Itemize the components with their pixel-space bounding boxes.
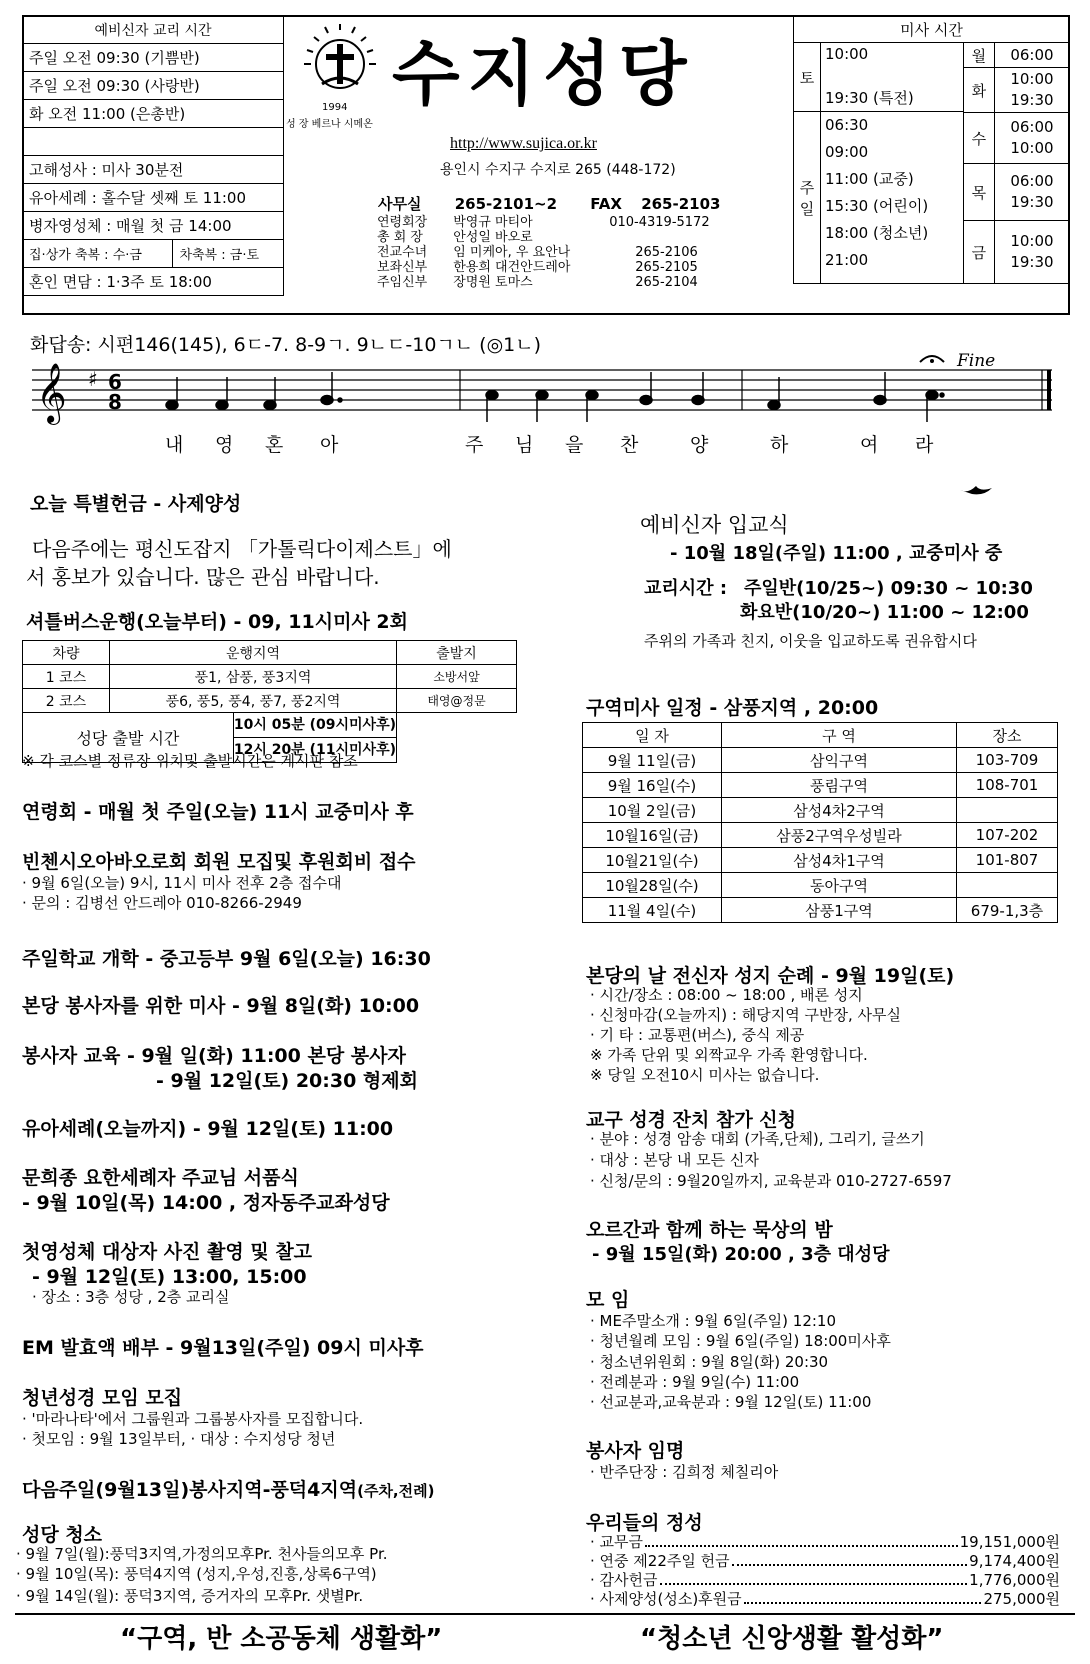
notice-line: 다음주에는 평신도잡지 「가톨릭다이제스트」에 [32, 537, 452, 561]
psalm-lyrics [0, 430, 1090, 456]
office-contact [378, 193, 720, 214]
weekday-times: 10:00 19:30 [994, 68, 1069, 113]
weekday-times: 06:00 19:30 [994, 164, 1069, 221]
vincent-heading: 빈첸시오아바오로회 회원 모집및 후원회비 접수 [22, 851, 416, 873]
pilgrimage-heading: 본당의 날 전신자 성지 순례 - 9월 19일(토) [586, 965, 955, 987]
district-place [957, 873, 1058, 898]
contact-row [377, 230, 716, 245]
sunday-times: 06:30 09:00 11:00 (교중) 15:30 (어린이) 18:00 (청소년) 21:00 [821, 112, 964, 284]
mass-title: 미사 시간 [794, 16, 1070, 43]
district-mass-table [582, 722, 1058, 923]
sunday-label: 주 일 [794, 112, 821, 284]
youth-bible-line: · '마라나타'에서 그룹원과 그룹봉사자를 모집합니다. [22, 1410, 364, 1428]
offering-row [590, 1590, 1060, 1609]
contact-row [377, 260, 716, 275]
weekday-label: 금 [964, 221, 995, 284]
weekday-label: 월 [964, 43, 995, 68]
cross-logo-icon [300, 22, 380, 102]
fax-number: 265-2103 [641, 195, 721, 213]
schedule-row [23, 128, 284, 156]
contact-row [377, 245, 716, 260]
offering-list [590, 1533, 1060, 1609]
contact-role: 주임신부 [377, 275, 428, 290]
contact-name: 안성일 바오로 [453, 230, 533, 245]
bus-course: 1 코스 [23, 665, 110, 689]
catechumen-heading: 예비신자 입교식 [640, 513, 789, 537]
marriage-consult: 혼인 면담 : 1·3주 토 18:00 [23, 268, 284, 296]
server-edu-heading: 봉사자 교육 - 9월 일(화) 11:00 본당 봉사자 [22, 1045, 406, 1067]
appointment-line: · 반주단장 : 김희정 체칠리아 [590, 1463, 779, 1481]
district-place: 101-807 [957, 848, 1058, 873]
schedule-row: 주일 오전 09:30 (기쁨반) [23, 44, 284, 72]
lyric-syllable: 여 [860, 434, 879, 456]
bird-icon [958, 478, 998, 498]
depart-time: 12시 20분 (11시미사후) [233, 742, 396, 758]
district-place: 103-709 [957, 748, 1058, 773]
offering-label: · 연중 제22주일 헌금 [590, 1552, 730, 1570]
bus-area: 풍1, 삼풍, 풍3지역 [110, 665, 397, 689]
cleaning-heading: 성당 청소 [22, 1524, 103, 1546]
district-header: 구 역 [722, 723, 957, 748]
class-time-sunday: 주일반(10/25~) 09:30 ~ 10:30 [744, 578, 1033, 599]
footer-slogan-left: “구역, 반 소공동체 생활화” [120, 1624, 443, 1654]
contact-name: 장명원 토마스 [453, 275, 533, 290]
district-zone: 동아구역 [722, 873, 957, 898]
offering-amount: 275,000원 [983, 1590, 1060, 1608]
em-heading: EM 발효액 배부 - 9월13일(주일) 09시 미사후 [22, 1337, 424, 1359]
meeting-line: · 선교분과,교육분과 : 9월 12일(토) 11:00 [590, 1393, 872, 1411]
sunday-school-heading: 주일학교 개학 - 중고등부 9월 6일(오늘) 16:30 [22, 948, 431, 970]
music-staff [22, 352, 1072, 432]
district-date: 10월21일(수) [583, 848, 722, 873]
offering-amount: 19,151,000원 [959, 1533, 1060, 1551]
logo-year: 1994 [322, 102, 348, 113]
contact-phone: 010-4319-5172 [609, 215, 710, 230]
table-row [23, 689, 517, 713]
catechism-schedule-table [22, 15, 284, 296]
schedule-row: 고해성사 : 미사 30분전 [23, 156, 284, 184]
district-zone: 삼성4차2구역 [722, 798, 957, 823]
organ-night-sub: - 9월 15일(화) 20:00 , 3층 대성당 [592, 1244, 890, 1265]
pilgrimage-line: · 신청마감(오늘까지) : 해당지역 구반장, 사무실 [590, 1006, 901, 1024]
parish-logo [286, 22, 380, 132]
next-service-detail: (주차,전례) [357, 1482, 435, 1500]
lyric-syllable: 을 [565, 434, 584, 456]
catechism-title: 예비신자 교리 시간 [23, 16, 284, 44]
youth-bible-heading: 청년성경 모임 모집 [22, 1387, 183, 1409]
bus-start: 소방서앞 [397, 665, 517, 689]
weekday-label: 화 [964, 68, 995, 113]
weekday-times: 06:00 10:00 [994, 113, 1069, 164]
schedule-row: 병자영성체 : 매월 첫 금 14:00 [23, 212, 284, 240]
district-zone: 삼익구역 [722, 748, 957, 773]
bible-festival-line: · 분야 : 성경 암송 대회 (가족,단체), 그리기, 글쓰기 [590, 1130, 925, 1148]
mass-time-table [793, 15, 1070, 284]
footer-divider [15, 1613, 1075, 1615]
meeting-line: · ME주말소개 : 9월 6일(주일) 12:10 [590, 1312, 837, 1330]
bus-note: ※ 각 코스별 정류장 위치및 출발시간은 게시판 참조 [22, 752, 358, 770]
lyric-syllable: 라 [915, 434, 934, 456]
weekday-label: 수 [964, 113, 995, 164]
contact-row [377, 215, 716, 230]
district-zone: 삼성4차1구역 [722, 848, 957, 873]
bible-festival-line: · 신청/문의 : 9월20일까지, 교육분과 010-2727-6597 [590, 1172, 952, 1190]
depart-time: 10시 05분 (09시미사후) [234, 713, 396, 738]
office-phone: 265-2101~2 [454, 195, 558, 213]
saturday-times: 10:00 19:30 (특전) [821, 43, 964, 112]
contact-role: 전교수녀 [377, 245, 428, 260]
offering-label: · 교무금 [590, 1533, 644, 1551]
ordination-sub: - 9월 10일(목) 14:00 , 정자동주교좌성당 [22, 1192, 390, 1214]
district-date: 10월16일(금) [583, 823, 722, 848]
offering-row [590, 1533, 1060, 1552]
next-service-heading [22, 1475, 434, 1502]
house-blessing: 집·상가 축복 : 수·금 [23, 240, 173, 267]
cleaning-line: · 9월 10일(목): 풍덕4지역 (성지,우성,진흥,상록6구역) [16, 1565, 377, 1583]
first-communion-place: · 장소 : 3층 성당 , 2층 교리실 [32, 1288, 230, 1306]
pilgrimage-line: ※ 당일 오전10시 미사는 없습니다. [590, 1066, 820, 1084]
offering-label: · 사제양성(성소)후원금 [590, 1590, 742, 1608]
svg-text:6: 6 [108, 370, 122, 394]
district-date: 10월 2일(금) [583, 798, 722, 823]
offering-label: · 감사헌금 [590, 1571, 658, 1589]
fine-mark: Fine [957, 352, 996, 371]
bus-area: 풍6, 풍5, 풍4, 풍7, 풍2지역 [110, 689, 397, 713]
infant-baptism-heading: 유아세례(오늘까지) - 9월 12일(토) 11:00 [22, 1118, 394, 1140]
bible-festival-line: · 대상 : 본당 내 모든 신자 [590, 1151, 759, 1169]
bus-header: 차량 [23, 641, 110, 665]
contact-list [377, 215, 716, 290]
meeting-line: · 청년월례 모임 : 9월 6일(주일) 18:00미사후 [590, 1332, 891, 1350]
contact-role: 총 회 장 [377, 230, 423, 245]
district-place: 679-1,3층 [957, 898, 1058, 923]
lyric-syllable: 내 [165, 434, 184, 456]
lyric-syllable: 찬 [620, 434, 639, 456]
server-mass-heading: 본당 봉사자를 위한 미사 - 9월 8일(화) 10:00 [22, 995, 420, 1017]
fax-label: FAX [590, 195, 622, 213]
svg-text:♯: ♯ [88, 367, 98, 391]
contact-phone: 265-2104 [635, 275, 698, 290]
district-mass-heading: 구역미사 일정 - 삼풍지역 , 20:00 [586, 697, 879, 719]
offering-heading: 오늘 특별헌금 - 사제양성 [30, 493, 242, 515]
district-date: 11월 4일(수) [583, 898, 722, 923]
district-place: 107-202 [957, 823, 1058, 848]
vincent-line: · 문의 : 김병선 안드레아 010-8266-2949 [22, 894, 302, 912]
pilgrimage-line: · 기 타 : 교통편(버스), 중식 제공 [590, 1026, 805, 1044]
cleaning-line: · 9월 7일(월):풍덕3지역,가정의모후Pr. 천사들의모후 Pr. [16, 1545, 388, 1563]
psalm-title: 화답송: 시편146(145), 6ㄷ-7. 8-9ㄱ. 9ㄴㄷ-10ㄱㄴ (◎1ㄴ) [30, 334, 542, 356]
lyric-syllable: 영 [215, 434, 234, 456]
shuttle-heading: 셔틀버스운행(오늘부터) - 09, 11시미사 2회 [26, 611, 408, 633]
next-service-text: 다음주일(9월13일)봉사지역-풍덕4지역 [22, 1479, 358, 1501]
first-communion-heading: 첫영성체 대상자 사진 촬영 및 찰고 [22, 1241, 313, 1263]
lyric-syllable: 혼 [265, 434, 284, 456]
meeting-line: · 전례분과 : 9월 9일(수) 11:00 [590, 1373, 800, 1391]
office-label: 사무실 [378, 195, 422, 213]
weekday-times: 10:00 19:30 [1010, 232, 1054, 271]
schedule-row: 주일 오전 09:30 (사랑반) [23, 72, 284, 100]
class-time-label: 교리시간 : [644, 578, 728, 599]
notice-line: 서 홍보가 있습니다. 많은 관심 바랍니다. [26, 565, 380, 589]
catechumen-date: - 10월 18일(주일) 11:00 , 교중미사 중 [670, 543, 1003, 564]
table-row [583, 848, 1058, 873]
vincent-line: · 9월 6일(오늘) 9시, 11시 미사 전후 2층 접수대 [22, 874, 342, 892]
lyric-syllable: 양 [690, 434, 709, 456]
treble-clef-icon: 𝄞 [36, 363, 67, 423]
bus-start: 태영@정문 [397, 689, 517, 713]
contact-phone: 265-2106 [635, 245, 698, 260]
server-edu-sub: - 9월 12일(토) 20:30 형제회 [156, 1070, 418, 1092]
weekday-label: 목 [964, 164, 995, 221]
pilgrimage-line: ※ 가족 단위 및 외짝교우 가족 환영합니다. [590, 1046, 868, 1064]
contact-phone: 265-2105 [635, 260, 698, 275]
lyric-syllable: 주 [465, 434, 484, 456]
organ-night-heading: 오르간과 함께 하는 묵상의 밤 [586, 1219, 833, 1241]
bus-header: 출발지 [397, 641, 517, 665]
weekday-times: 06:00 [994, 43, 1069, 68]
schedule-row: 유아세례 : 홀수달 셋째 토 11:00 [23, 184, 284, 212]
contact-name: 박영규 마티아 [453, 215, 533, 230]
meeting-heading: 모 임 [586, 1289, 630, 1311]
district-zone: 풍림구역 [722, 773, 957, 798]
contact-role: 연령회장 [377, 215, 428, 230]
district-date: 9월 16일(수) [583, 773, 722, 798]
bible-festival-heading: 교구 성경 잔치 참가 신청 [586, 1109, 796, 1131]
table-row [583, 898, 1058, 923]
website-link[interactable]: http://www.sujica.or.kr [450, 135, 597, 152]
youth-bible-line: · 첫모임 : 9월 13일부터, · 대상 : 수지성당 청년 [22, 1430, 336, 1448]
district-date: 9월 11일(금) [583, 748, 722, 773]
offering-amount: 1,776,000원 [969, 1571, 1060, 1589]
table-row [583, 798, 1058, 823]
table-row [583, 748, 1058, 773]
table-row [583, 873, 1058, 898]
car-blessing: 차축복 : 금·토 [179, 248, 260, 263]
depart-label: 성당 출발 시간 [23, 713, 233, 762]
cleaning-line: · 9월 14일(월): 풍덕3지역, 증거자의 모후Pr. 샛별Pr. [16, 1587, 364, 1605]
appointment-heading: 봉사자 임명 [586, 1440, 685, 1462]
district-date: 10월28일(수) [583, 873, 722, 898]
class-time-tuesday: 화요반(10/20~) 11:00 ~ 12:00 [740, 602, 1029, 623]
district-zone: 삼풍1구역 [722, 898, 957, 923]
logo-caption: 성 장 베르나 시메온 [286, 119, 373, 130]
table-row [583, 773, 1058, 798]
contact-row [377, 275, 716, 290]
first-communion-sub: - 9월 12일(토) 13:00, 15:00 [32, 1266, 307, 1288]
bus-course: 2 코스 [23, 689, 110, 713]
lyric-syllable: 아 [320, 434, 339, 456]
meeting-line: · 청소년위원회 : 9월 8일(화) 20:30 [590, 1353, 829, 1371]
offering-amount: 9,174,400원 [969, 1552, 1060, 1570]
footer-slogan-right: “청소년 신앙생활 활성화” [640, 1624, 944, 1654]
offering-total-heading: 우리들의 정성 [586, 1512, 703, 1534]
schedule-row: 화 오전 11:00 (은총반) [23, 100, 284, 128]
address: 용인시 수지구 수지로 265 (448-172) [440, 162, 676, 178]
district-header: 일 자 [583, 723, 722, 748]
district-header: 장소 [957, 723, 1058, 748]
ordination-heading: 문희종 요한세례자 주교님 서품식 [22, 1167, 299, 1189]
bus-header: 운행지역 [110, 641, 397, 665]
offering-row [590, 1552, 1060, 1571]
contact-name: 한용희 대건안드레아 [453, 260, 571, 275]
yeonryeong-heading: 연령회 - 매월 첫 주일(오늘) 11시 교중미사 후 [22, 801, 414, 823]
offering-row [590, 1571, 1060, 1590]
contact-role: 보좌신부 [377, 260, 428, 275]
pilgrimage-line: · 시간/장소 : 08:00 ~ 18:00 , 배론 성지 [590, 986, 863, 1004]
svg-text:8: 8 [108, 390, 122, 414]
lyric-syllable: 님 [515, 434, 534, 456]
lyric-syllable: 하 [770, 434, 789, 456]
invite-note: 주위의 가족과 친지, 이웃을 입교하도록 권유합시다 [644, 632, 977, 650]
contact-phone [609, 230, 715, 245]
district-place [957, 798, 1058, 823]
shuttle-table [22, 640, 517, 763]
table-row [23, 665, 517, 689]
parish-name: 수지성당 [392, 33, 695, 115]
district-zone: 삼풍2구역우성빌라 [722, 823, 957, 848]
district-place: 108-701 [957, 773, 1058, 798]
table-row [583, 823, 1058, 848]
contact-name: 임 미케아, 우 요안나 [453, 245, 571, 260]
saturday-label: 토 [794, 43, 821, 112]
